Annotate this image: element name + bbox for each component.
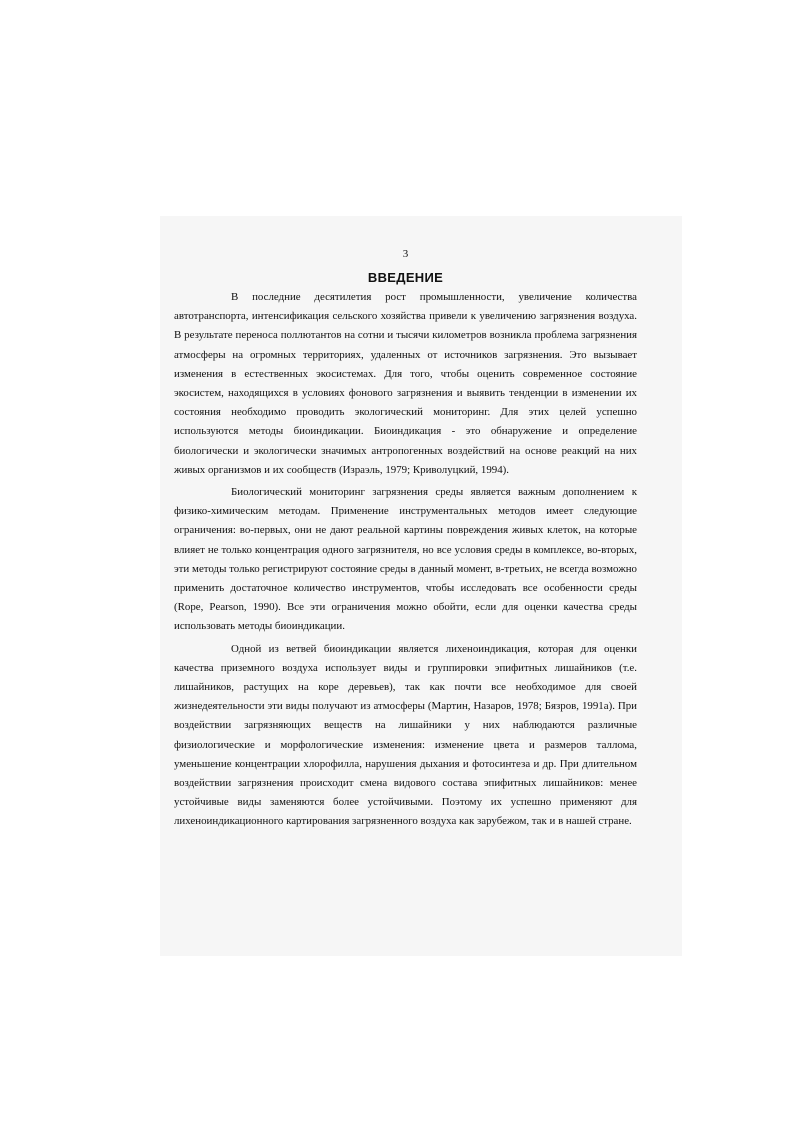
page-title: ВВЕДЕНИЕ	[367, 270, 444, 285]
page-text-block	[174, 247, 637, 832]
paragraph-biomonitoring: Биологический мониторинг загрязнения среды является важным дополнением к физико-химическим методам. Применение инструментальных методов имеет следующие ограничения: во-первых, они не дают реальной картины повреждения живых клеток, на которые влияет не только концентрация одного загрязнителя, но все условия среды в комплексе, во-вторых, эти методы только регистрируют состояние среды в данный момент, в-третьих, не всегда возможно применить достаточное количество инструментов, чтобы исследовать все особенности среды (Rope, Pearson, 1990). Все эти ограничения можно обойти, если для оценки качества среды использовать методы биоиндикации.	[174, 486, 637, 633]
paragraph-intro: В последние десятилетия рост промышленности, увеличение количества автотранспорта, интенсификация сельского хозяйства привели к увеличению загрязнения воздуха. В результате переноса поллютантов на сотни и тысячи километров возникла проблема загрязнения атмосферы на огромных территориях, удаленных от источников загрязнения. Это вызывает изменения в естественных экосистемах. Для того, чтобы оценить современное состояние экосистем, находящихся в условиях фонового загрязнения и выявить тенденции в изменении их состояния необходимо проводить экологический мониторинг. Для этих целей успешно используются методы биоиндикации. Биоиндикация - это обнаружение и определение биологически и экологически значимых антропогенных воздействий на основе реакций на них живых организмов и их сообществ (Израэль, 1979; Криволуцкий, 1994).	[174, 291, 637, 476]
page-number: 3	[402, 248, 409, 260]
paragraph-lichenindication: Одной из ветвей биоиндикации является лихеноиндикация, которая для оценки качества приземного воздуха использует виды и группировки эпифитных лишайников (т.е. лишайников, растущих на коре деревьев), так как почти все необходимое для своей жизнедеятельности эти виды получают из атмосферы (Мартин, Назаров, 1978; Бязров, 1991а). При воздействии загрязняющих веществ на лишайники у них наблюдаются различные физиологические и морфологические изменения: изменение цвета и размеров таллома, уменьшение концентрации хлорофилла, нарушения дыхания и фотосинтеза и др. При длительном воздействии загрязнения происходит смена видового состава эпифитных лишайников: менее устойчивые виды заменяются более устойчивыми. Поэтому их успешно применяют для лихеноиндикационного картирования загрязненного воздуха как зарубежом, так и в нашей стране.	[174, 642, 637, 828]
